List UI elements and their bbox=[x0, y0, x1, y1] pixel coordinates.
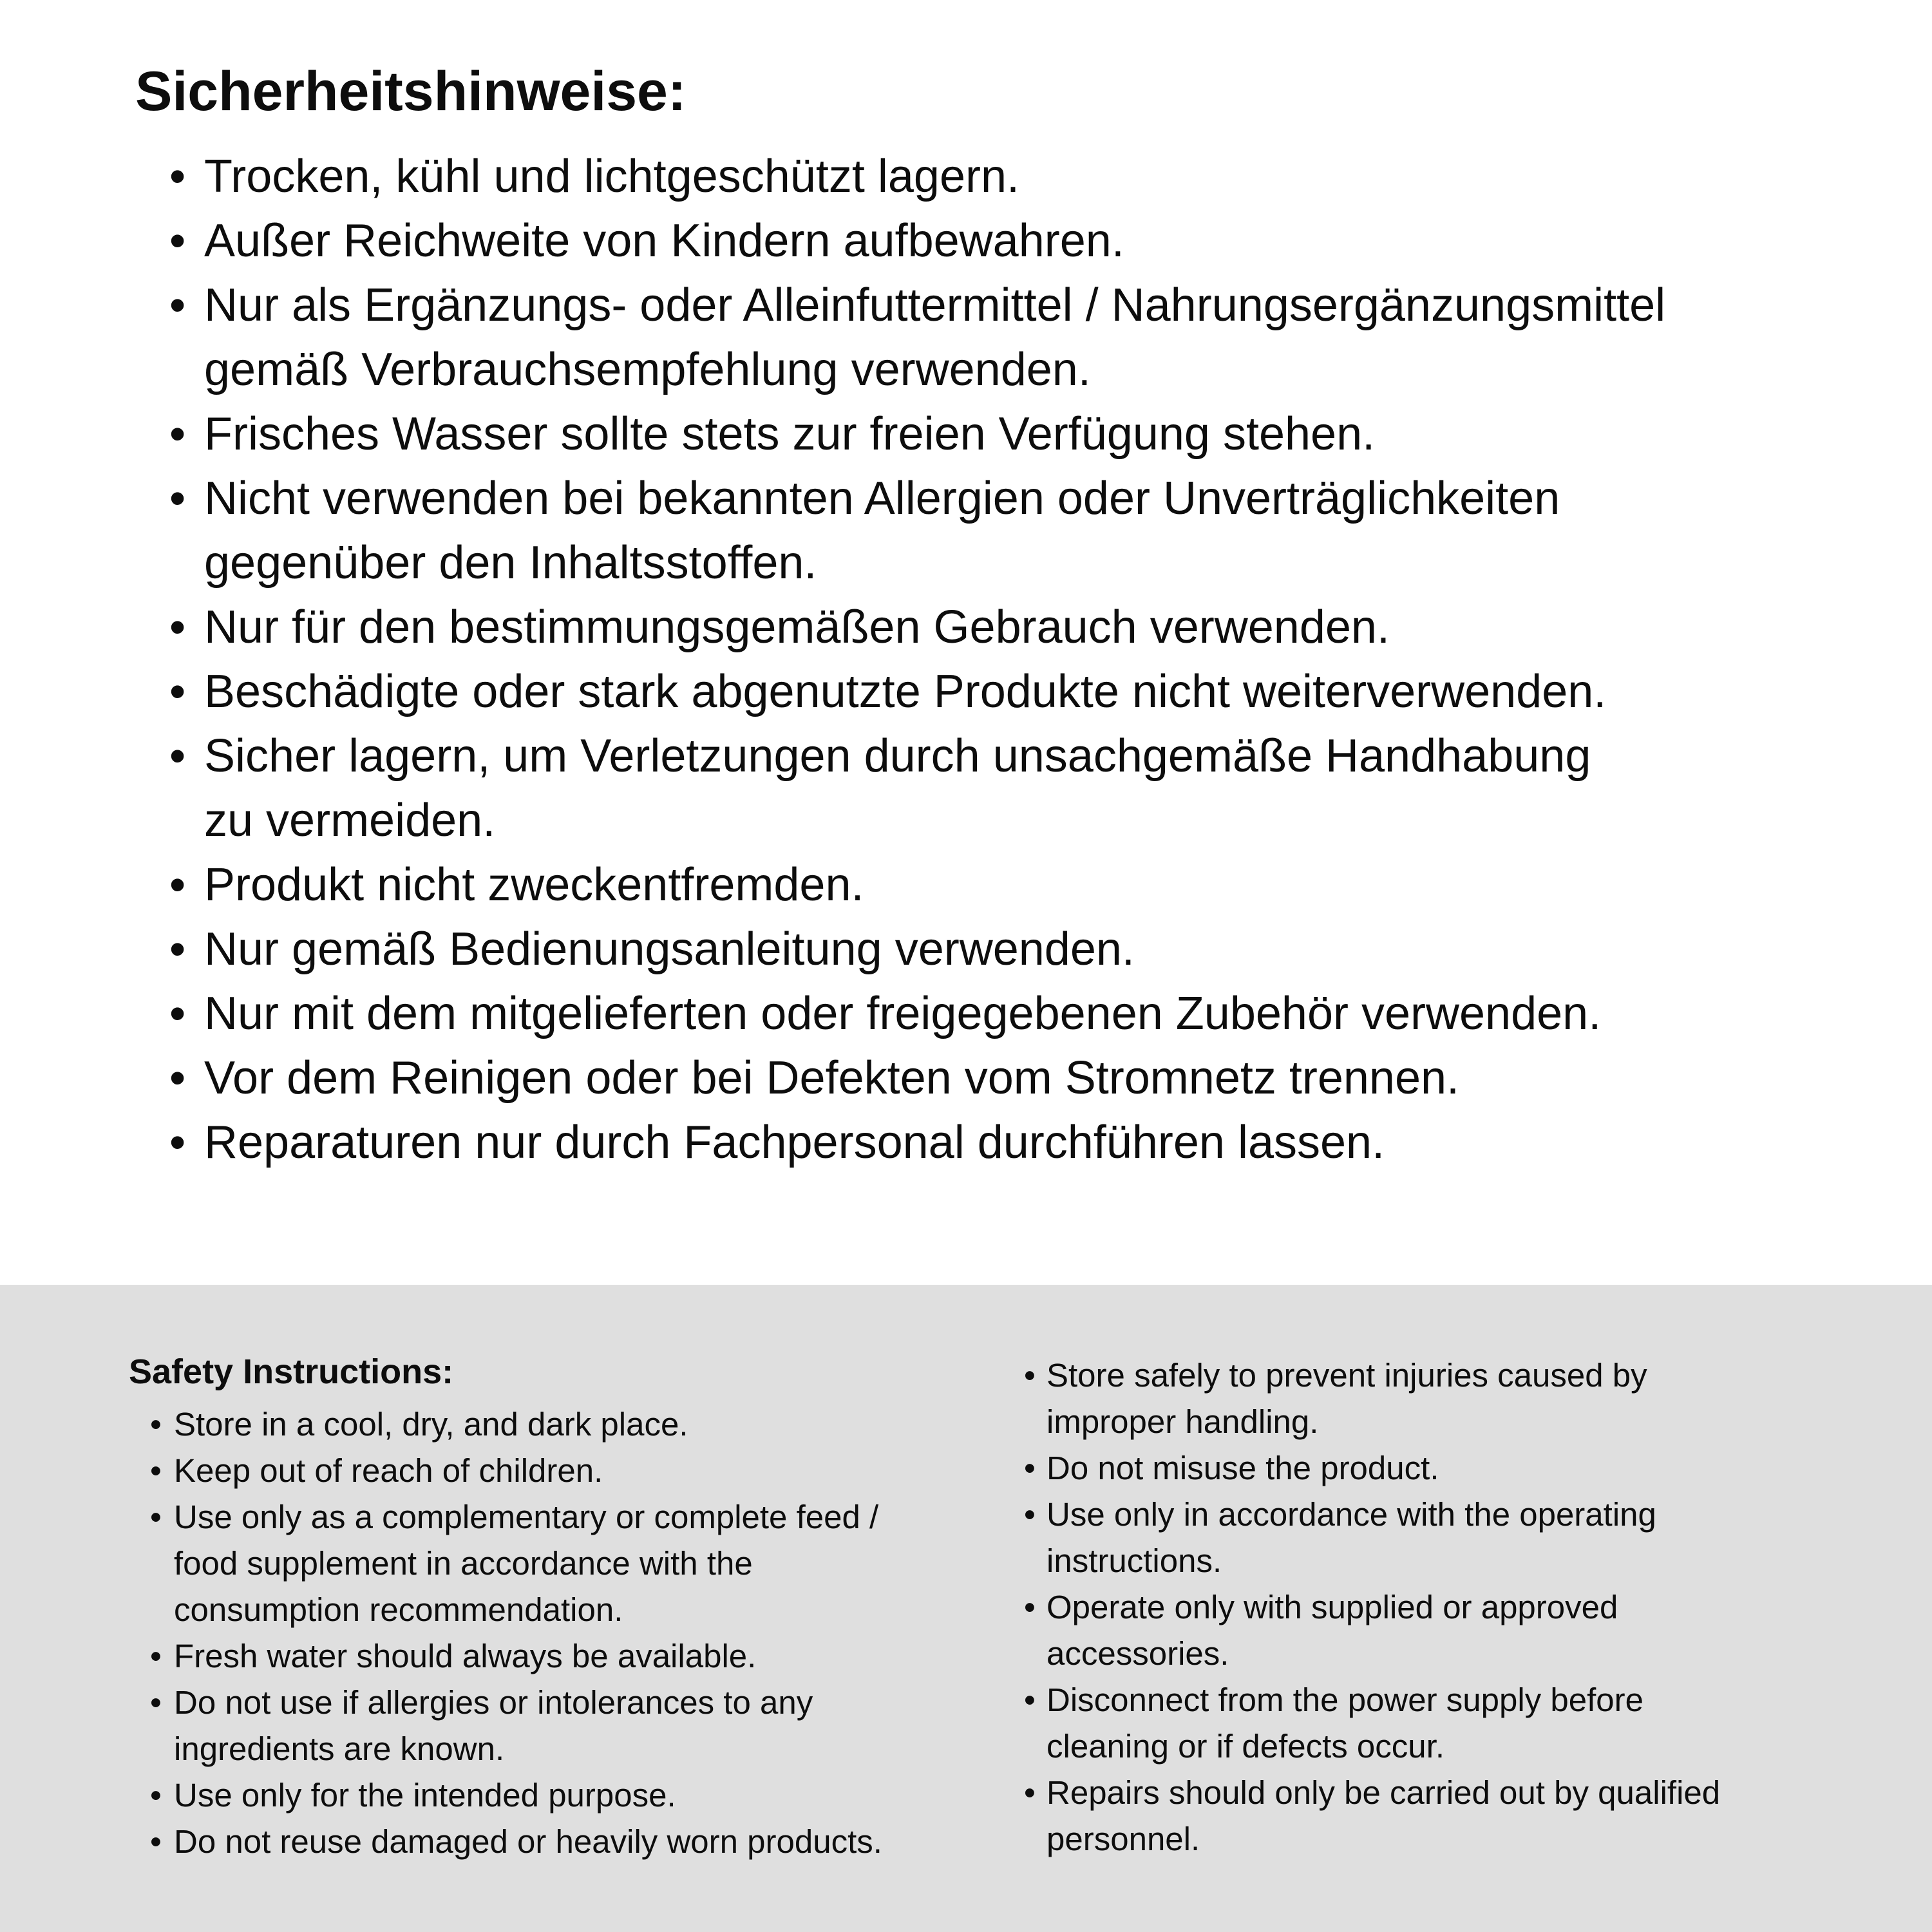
list-item bbox=[150, 1633, 882, 1680]
bullet-icon: • bbox=[1024, 1589, 1036, 1625]
list-item bbox=[169, 917, 1665, 981]
list-item bbox=[1024, 1677, 1720, 1770]
english-left-column-list bbox=[150, 1401, 882, 1865]
item-text: Nur als Ergänzungs- oder Alleinfuttermittel / Nahrungsergänzungsmittel bbox=[204, 279, 1666, 331]
list-item bbox=[169, 1110, 1665, 1175]
item-text: Nicht verwenden bei bekannten Allergien oder Unverträglichkeiten bbox=[204, 473, 1560, 524]
item-text: Disconnect from the power supply before bbox=[1046, 1681, 1643, 1718]
list-item bbox=[150, 1772, 882, 1819]
item-text-continuation: zu vermeiden. bbox=[204, 795, 496, 846]
item-text: Reparaturen nur durch Fachpersonal durchführen lassen. bbox=[204, 1117, 1385, 1168]
english-section-title: Safety Instructions: bbox=[129, 1352, 454, 1391]
list-item bbox=[169, 724, 1665, 853]
item-text: Store in a cool, dry, and dark place. bbox=[174, 1406, 688, 1443]
item-text-continuation: accessories. bbox=[1046, 1635, 1229, 1672]
item-text-continuation: consumption recommendation. bbox=[174, 1591, 623, 1628]
item-text: Sicher lagern, um Verletzungen durch unsachgemäße Handhabung bbox=[204, 730, 1591, 782]
item-text-continuation: improper handling. bbox=[1046, 1403, 1319, 1440]
item-text-continuation: cleaning or if defects occur. bbox=[1046, 1728, 1445, 1765]
bullet-icon: • bbox=[169, 215, 186, 267]
item-text-continuation: gegenüber den Inhaltsstoffen. bbox=[204, 537, 817, 589]
bullet-icon: • bbox=[169, 279, 186, 331]
item-text: Do not reuse damaged or heavily worn products. bbox=[174, 1823, 882, 1860]
item-text: Nur gemäß Bedienungsanleitung verwenden. bbox=[204, 923, 1135, 975]
list-item bbox=[169, 273, 1665, 402]
bullet-icon: • bbox=[150, 1499, 162, 1535]
item-text: Frisches Wasser sollte stets zur freien Verfügung stehen. bbox=[204, 408, 1376, 460]
item-text: Operate only with supplied or approved bbox=[1046, 1589, 1618, 1625]
bullet-icon: • bbox=[150, 1777, 162, 1814]
list-item bbox=[169, 981, 1665, 1046]
bullet-icon: • bbox=[169, 601, 186, 653]
item-text: Vor dem Reinigen oder bei Defekten vom Stromnetz trennen. bbox=[204, 1052, 1460, 1104]
list-item bbox=[150, 1448, 882, 1494]
item-text: Fresh water should always be available. bbox=[174, 1638, 757, 1674]
list-item bbox=[169, 466, 1665, 595]
item-text: Store safely to prevent injuries caused by bbox=[1046, 1357, 1647, 1394]
item-text: Do not use if allergies or intolerances to any bbox=[174, 1684, 813, 1721]
list-item bbox=[169, 402, 1665, 466]
item-text-continuation: personnel. bbox=[1046, 1821, 1200, 1857]
bullet-icon: • bbox=[169, 666, 186, 717]
bullet-icon: • bbox=[169, 151, 186, 202]
bullet-icon: • bbox=[169, 1052, 186, 1104]
bullet-icon: • bbox=[169, 1117, 186, 1168]
item-text: Repairs should only be carried out by qualified bbox=[1046, 1774, 1721, 1811]
list-item bbox=[1024, 1352, 1720, 1445]
list-item bbox=[1024, 1445, 1720, 1492]
item-text-continuation: instructions. bbox=[1046, 1542, 1222, 1579]
list-item bbox=[169, 853, 1665, 917]
item-text-continuation: gemäß Verbrauchsempfehlung verwenden. bbox=[204, 344, 1091, 395]
bullet-icon: • bbox=[169, 473, 186, 524]
list-item bbox=[169, 144, 1665, 209]
bullet-icon: • bbox=[169, 730, 186, 782]
item-text: Produkt nicht zweckentfremden. bbox=[204, 859, 864, 911]
bullet-icon: • bbox=[1024, 1681, 1036, 1718]
item-text-continuation: ingredients are known. bbox=[174, 1730, 505, 1767]
bullet-icon: • bbox=[169, 923, 186, 975]
item-text: Keep out of reach of children. bbox=[174, 1452, 603, 1489]
item-text: Trocken, kühl und lichtgeschützt lagern. bbox=[204, 151, 1020, 202]
german-instructions-list bbox=[169, 144, 1665, 1175]
item-text: Nur mit dem mitgelieferten oder freigegebenen Zubehör verwenden. bbox=[204, 988, 1602, 1039]
bullet-icon: • bbox=[1024, 1450, 1036, 1486]
bullet-icon: • bbox=[150, 1638, 162, 1674]
item-text-continuation: food supplement in accordance with the bbox=[174, 1545, 753, 1582]
item-text: Beschädigte oder stark abgenutzte Produkte nicht weiterverwenden. bbox=[204, 666, 1607, 717]
bullet-icon: • bbox=[150, 1823, 162, 1860]
list-item bbox=[1024, 1584, 1720, 1677]
item-text: Use only for the intended purpose. bbox=[174, 1777, 676, 1814]
english-right-column-list bbox=[1024, 1352, 1720, 1862]
bullet-icon: • bbox=[150, 1684, 162, 1721]
bullet-icon: • bbox=[169, 859, 186, 911]
list-item bbox=[150, 1819, 882, 1865]
list-item bbox=[169, 1046, 1665, 1110]
list-item bbox=[150, 1680, 882, 1772]
list-item bbox=[169, 209, 1665, 273]
bullet-icon: • bbox=[1024, 1774, 1036, 1811]
item-text: Use only in accordance with the operating bbox=[1046, 1496, 1656, 1533]
bullet-icon: • bbox=[169, 408, 186, 460]
list-item bbox=[1024, 1770, 1720, 1862]
item-text: Do not misuse the product. bbox=[1046, 1450, 1439, 1486]
german-section-title: Sicherheitshinweise: bbox=[135, 61, 687, 122]
list-item bbox=[1024, 1492, 1720, 1584]
bullet-icon: • bbox=[150, 1406, 162, 1443]
bullet-icon: • bbox=[1024, 1357, 1036, 1394]
bullet-icon: • bbox=[169, 988, 186, 1039]
list-item bbox=[150, 1401, 882, 1448]
item-text: Use only as a complementary or complete feed / bbox=[174, 1499, 879, 1535]
item-text: Nur für den bestimmungsgemäßen Gebrauch verwenden. bbox=[204, 601, 1390, 653]
item-text: Außer Reichweite von Kindern aufbewahren. bbox=[204, 215, 1124, 267]
bullet-icon: • bbox=[150, 1452, 162, 1489]
list-item bbox=[150, 1494, 882, 1633]
bullet-icon: • bbox=[1024, 1496, 1036, 1533]
english-translation-panel bbox=[0, 1285, 1932, 1932]
list-item bbox=[169, 659, 1665, 724]
list-item bbox=[169, 595, 1665, 659]
